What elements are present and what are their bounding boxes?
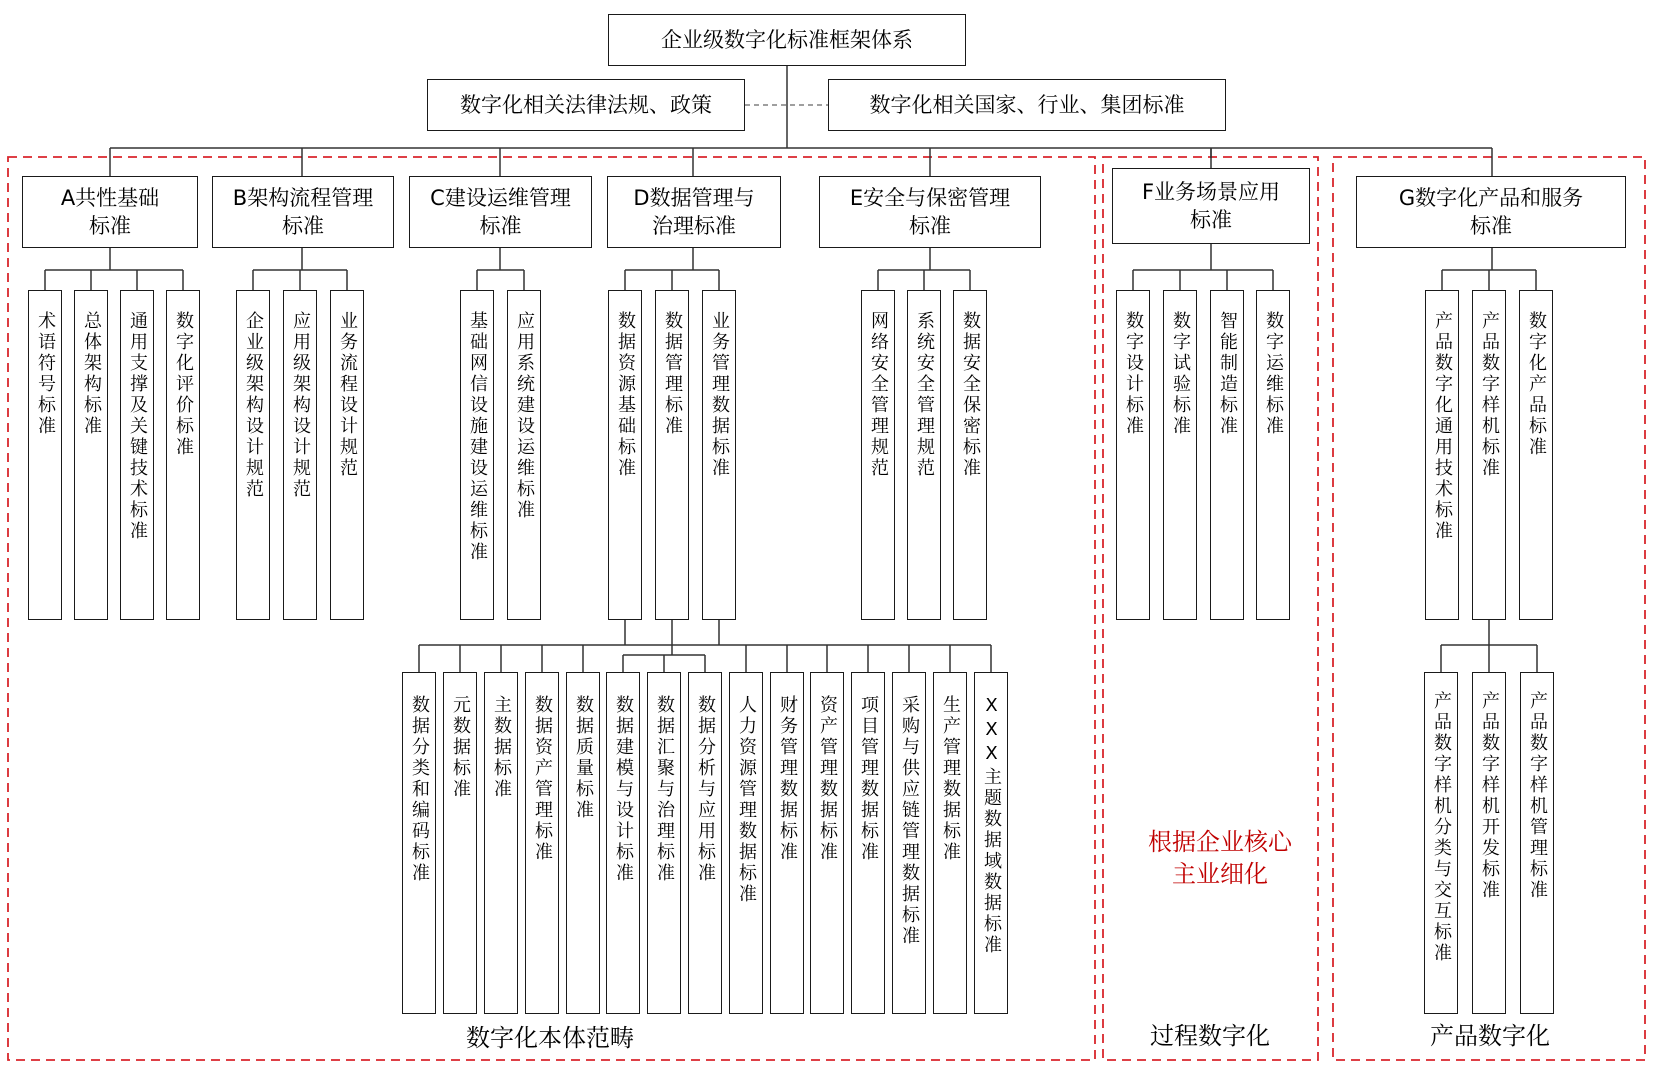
category-E-box: E安全与保密管理 标准 [819,176,1041,248]
standard-G2-box-label: 产品数字样机标准 [1479,311,1500,479]
g-sub-standard-1-box-label: 产品数字样机分类与交互标准 [1431,691,1452,964]
d-sub-standard-14-box-label: 生产管理数据标准 [940,695,961,863]
standard-E1-box [861,290,895,620]
category-A-box: A共性基础 标准 [22,176,198,248]
standard-D2-box-label: 数据管理标准 [662,311,683,437]
standard-B3-box-label: 业务流程设计规范 [337,311,358,479]
d-sub-standard-10-box-label: 财务管理数据标准 [777,695,798,863]
d-sub-standard-14-box [933,672,967,1014]
d-sub-standard-6-box-label: 数据建模与设计标准 [613,695,634,884]
d-sub-standard-12-box [851,672,885,1014]
standard-C1-box-label: 基础网信设施建设运维标准 [467,311,488,563]
standard-A3-box [120,290,154,620]
d-sub-standard-13-box [892,672,926,1014]
standard-F2-box [1163,290,1197,620]
d-sub-standard-11-box [810,672,844,1014]
category-B-box: B架构流程管理 标准 [212,176,394,248]
d-sub-standard-7-box-label: 数据汇聚与治理标准 [654,695,675,884]
standard-G1-box-label: 产品数字化通用技术标准 [1432,311,1453,542]
d-sub-standard-3-box [484,672,518,1014]
g-sub-standard-2-box-label: 产品数字样机开发标准 [1479,691,1500,901]
refine-note: 根据企业核心 主业细化 [1148,828,1292,888]
g-sub-standard-3-box [1520,672,1554,1014]
standard-E2-box-label: 系统安全管理规范 [914,311,935,479]
standard-G3-box-label: 数字化产品标准 [1526,311,1547,458]
standard-G3-box [1519,290,1553,620]
standard-E2-box [907,290,941,620]
category-F-box: F业务场景应用 标准 [1112,168,1310,244]
standard-E1-box-label: 网络安全管理规范 [868,311,889,479]
d-sub-standard-10-box [770,672,804,1014]
standard-A2-box-label: 总体架构标准 [81,311,102,437]
d-sub-standard-1-box [402,672,436,1014]
standard-F3-box-label: 智能制造标准 [1217,311,1238,437]
d-sub-standard-9-box-label: 人力资源管理数据标准 [736,695,757,905]
standard-A4-box-label: 数字化评价标准 [173,311,194,458]
laws-box: 数字化相关法律法规、政策 [427,79,745,131]
d-sub-standard-7-box [647,672,681,1014]
region-product-label: 产品数字化 [1430,1022,1550,1050]
region-core-label: 数字化本体范畴 [466,1024,634,1052]
standard-E3-box [953,290,987,620]
standard-D2-box [655,290,689,620]
standard-B2-box-label: 应用级架构设计规范 [290,311,311,500]
standard-C1-box [460,290,494,620]
standard-B2-box [283,290,317,620]
standard-B1-box [236,290,270,620]
standard-A1-box-label: 术语符号标准 [35,311,56,437]
d-sub-standard-2-box-label: 元数据标准 [450,695,471,800]
d-sub-standard-8-box-label: 数据分析与应用标准 [695,695,716,884]
d-sub-standard-11-box-label: 资产管理数据标准 [817,695,838,863]
standard-B1-box-label: 企业级架构设计规范 [243,311,264,500]
standard-B3-box [330,290,364,620]
d-sub-standard-4-box-label: 数据资产管理标准 [532,695,553,863]
d-sub-standard-8-box [688,672,722,1014]
standard-D3-box [702,290,736,620]
standard-C2-box [507,290,541,620]
standard-F2-box-label: 数字试验标准 [1170,311,1191,437]
standard-F1-box-label: 数字设计标准 [1123,311,1144,437]
d-sub-standard-5-box-label: 数据质量标准 [573,695,594,821]
category-D-box: D数据管理与 治理标准 [607,176,781,248]
standard-F4-box [1256,290,1290,620]
root-box: 企业级数字化标准框架体系 [608,14,966,66]
d-sub-standard-2-box [443,672,477,1014]
d-sub-standard-6-box [606,672,640,1014]
standard-D3-box-label: 业务管理数据标准 [709,311,730,479]
category-C-box: C建设运维管理 标准 [409,176,592,248]
category-G-box: G数字化产品和服务 标准 [1356,176,1626,248]
d-sub-standard-3-box-label: 主数据标准 [491,695,512,800]
d-sub-standard-1-box-label: 数据分类和编码标准 [409,695,430,884]
d-sub-standard-13-box-label: 采购与供应链管理数据标准 [899,695,920,947]
standard-D1-box [608,290,642,620]
standard-G1-box [1425,290,1459,620]
standard-A4-box [166,290,200,620]
standard-A3-box-label: 通用支撑及关键技术标准 [127,311,148,542]
d-sub-standard-15-box-label: XXX主题数据域数据标准 [981,695,1002,956]
d-sub-standard-5-box [566,672,600,1014]
standard-A1-box [28,290,62,620]
standard-F3-box [1210,290,1244,620]
g-sub-standard-1-box [1424,672,1458,1014]
standard-C2-box-label: 应用系统建设运维标准 [514,311,535,521]
standards-box: 数字化相关国家、行业、集团标准 [828,79,1226,131]
standard-A2-box [74,290,108,620]
standard-F4-box-label: 数字运维标准 [1263,311,1284,437]
standard-E3-box-label: 数据安全保密标准 [960,311,981,479]
standard-F1-box [1116,290,1150,620]
g-sub-standard-3-box-label: 产品数字样机管理标准 [1527,691,1548,901]
d-sub-standard-9-box [729,672,763,1014]
region-process-label: 过程数字化 [1150,1022,1270,1050]
g-sub-standard-2-box [1472,672,1506,1014]
standard-G2-box [1472,290,1506,620]
standard-D1-box-label: 数据资源基础标准 [615,311,636,479]
d-sub-standard-12-box-label: 项目管理数据标准 [858,695,879,863]
d-sub-standard-4-box [525,672,559,1014]
d-sub-standard-15-box [974,672,1008,1014]
